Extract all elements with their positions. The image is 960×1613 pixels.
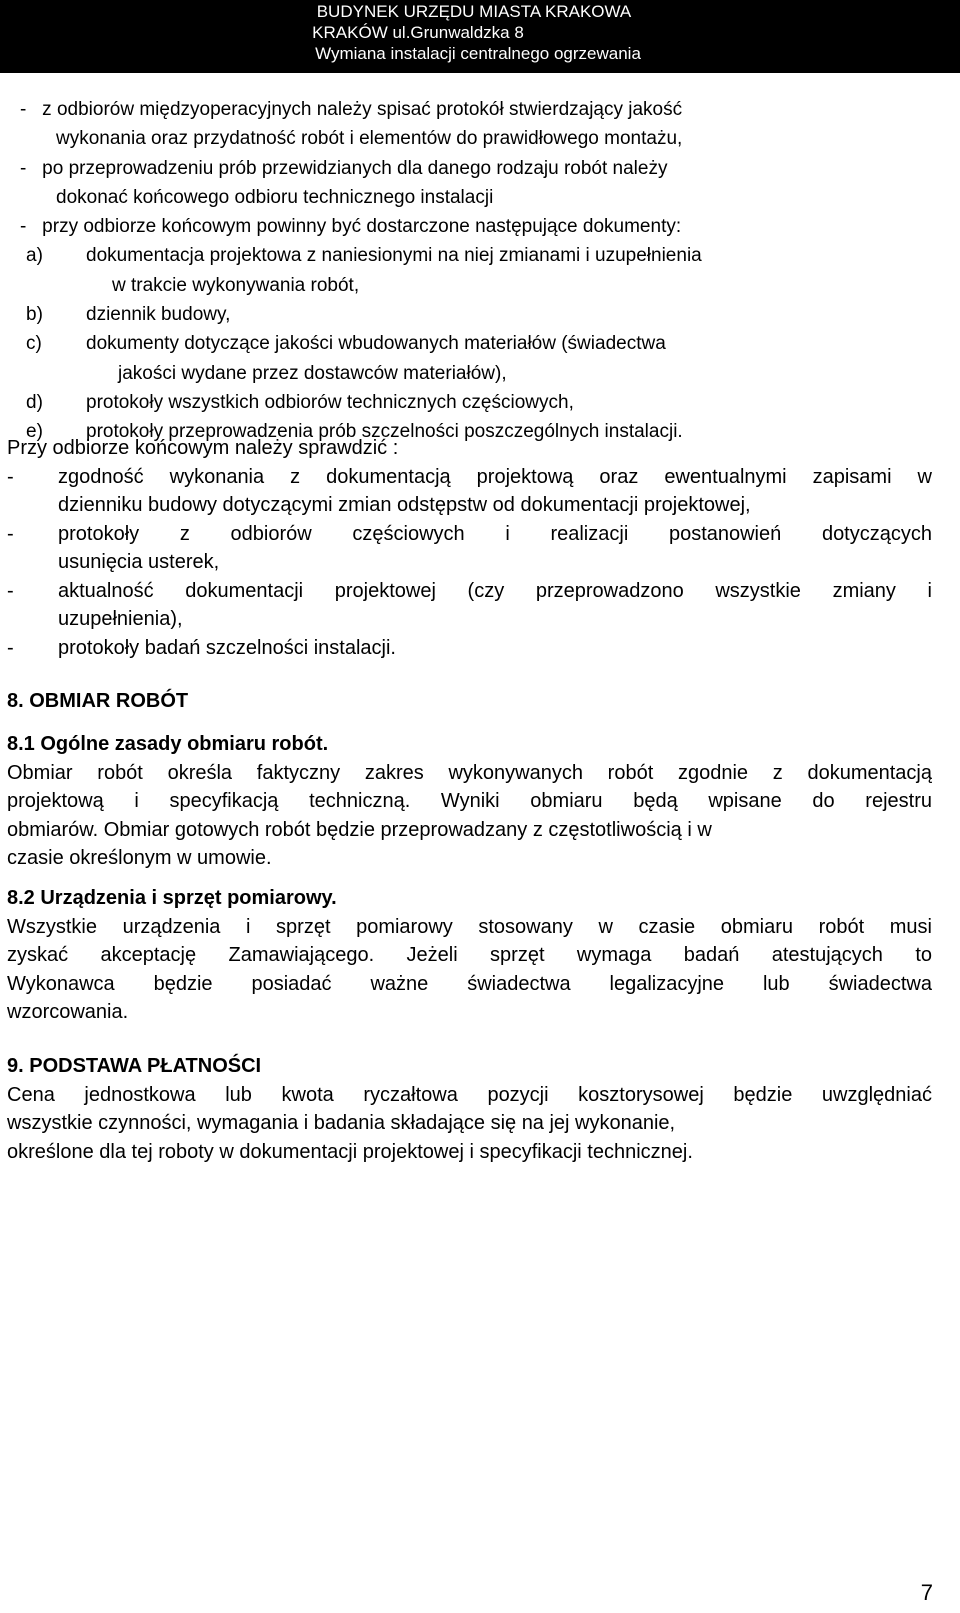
paragraph-line: określone dla tej roboty w dokumentacji projektowej i specyfikacji technicznej.: [7, 1140, 693, 1163]
list-item: - aktualność dokumentacji projektowej (czy przeprowadzono wszystkie zmiany i uzupełnienia),: [7, 577, 932, 634]
list-item-continuation: wykonania oraz przydatność robót i elementów do prawidłowego montażu,: [56, 128, 683, 150]
document-header: [0, 0, 960, 73]
list-item-text: protokoły z odbiorów częściowych i realizacji postanowień dotyczących: [58, 522, 932, 545]
acceptance-list: [20, 95, 925, 447]
final-check-section: [7, 434, 932, 662]
list-item-text: protokoły badań szczelności instalacji.: [58, 636, 396, 659]
list-item: - z odbiorów międzyoperacyjnych należy spisać protokół stwierdzający jakość: [20, 99, 683, 120]
header-project-title: Wymiana instalacji centralnego ogrzewania: [315, 44, 641, 63]
sublist-item-e: e) protokoły przeprowadzenia prób szczelności poszczególnych instalacji.: [26, 421, 683, 443]
paragraph-line: Cena jednostkowa lub kwota ryczałtowa pozycji kosztorysowej będzie uwzględniać: [7, 1083, 932, 1106]
paragraph-line: zyskać akceptację Zamawiającego. Jeżeli sprzęt wymaga badań atestujących to: [7, 944, 932, 966]
paragraph-line: czasie określonym w umowie.: [7, 847, 272, 869]
sublist-item-continuation: w trakcie wykonywania robót,: [112, 274, 360, 296]
final-check-intro: Przy odbiorze końcowym należy sprawdzić :: [7, 437, 399, 459]
paragraph-line: Wszystkie urządzenia i sprzęt pomiarowy stosowany w czasie obmiaru robót musi: [7, 915, 932, 938]
sublist-item-c: c) dokumenty dotyczące jakości wbudowanych materiałów (świadectwa: [26, 333, 666, 355]
list-item: - protokoły z odbiorów częściowych i realizacji postanowień dotyczących usunięcia usterek,: [7, 520, 932, 577]
paragraph-line: projektową i specyfikacją techniczną. Wyniki obmiaru będą wpisane do rejestru: [7, 790, 932, 812]
section-8-2-heading: 8.2 Urządzenia i sprzęt pomiarowy.: [7, 887, 337, 909]
section-8-heading: 8. OBMIAR ROBÓT: [7, 690, 189, 712]
list-item: - protokoły badań szczelności instalacji.: [7, 634, 932, 663]
list-item: - po przeprowadzeniu prób przewidzianych dla danego rodzaju robót należy: [20, 157, 668, 179]
list-item-continuation: usunięcia usterek,: [58, 551, 220, 573]
list-item-text: aktualność dokumentacji projektowej (czy przeprowadzono wszystkie zmiany i: [58, 579, 932, 602]
sublist-item-continuation: jakości wydane przez dostawców materiałów),: [118, 362, 507, 384]
header-building-name: BUDYNEK URZĘDU MIASTA KRAKOWA: [316, 2, 632, 21]
list-item-text: z odbiorów międzyoperacyjnych należy spisać protokół stwierdzający jakość: [42, 99, 683, 120]
list-item-text: po przeprowadzeniu prób przewidzianych dla danego rodzaju robót należy: [42, 157, 668, 179]
list-item-continuation: uzupełnienia),: [58, 608, 183, 630]
section-8-2: [7, 884, 932, 1027]
section-8-1: [7, 730, 932, 873]
list-item-continuation: dokonać końcowego odbioru technicznego instalacji: [56, 186, 494, 208]
sublist-item-b: b) dziennik budowy,: [26, 304, 231, 326]
list-item: - zgodność wykonania z dokumentacją projektową oraz ewentualnymi zapisami w dzienniku budowy dotyczącymi zmian odstępstw od dokumentacji projektowej,: [7, 463, 932, 520]
sublist-item-d: d) protokoły wszystkich odbiorów technicznych częściowych,: [26, 391, 574, 413]
section-8-1-heading: 8.1 Ogólne zasady obmiaru robót.: [7, 733, 329, 755]
paragraph-line: wszystkie czynności, wymagania i badania składające się na jej wykonanie,: [7, 1112, 676, 1134]
section-9-heading: 9. PODSTAWA PŁATNOŚCI: [7, 1055, 262, 1077]
header-address: KRAKÓW ul.Grunwaldzka 8: [312, 23, 524, 42]
section-9: [7, 1052, 932, 1166]
paragraph-line: wzorcowania.: [7, 1001, 129, 1023]
list-item: - przy odbiorze końcowym powinny być dostarczone następujące dokumenty:: [20, 216, 682, 238]
list-item-text: przy odbiorze końcowym powinny być dostarczone następujące dokumenty:: [42, 216, 682, 238]
paragraph-line: obmiarów. Obmiar gotowych robót będzie przeprowadzany z częstotliwością i w: [7, 818, 712, 841]
list-item-continuation: dzienniku budowy dotyczącymi zmian odstępstw od dokumentacji projektowej,: [58, 494, 751, 516]
list-item-text: zgodność wykonania z dokumentacją projektową oraz ewentualnymi zapisami w: [58, 465, 932, 488]
paragraph-line: Obmiar robót określa faktyczny zakres wykonywanych robót zgodnie z dokumentacją: [7, 761, 932, 784]
sublist-item-a: a) dokumentacja projektowa z naniesionymi na niej zmianami i uzupełnienia: [26, 245, 702, 267]
page-number: 7: [920, 1580, 933, 1605]
paragraph-line: Wykonawca będzie posiadać ważne świadectwa legalizacyjne lub świadectwa: [7, 972, 932, 995]
